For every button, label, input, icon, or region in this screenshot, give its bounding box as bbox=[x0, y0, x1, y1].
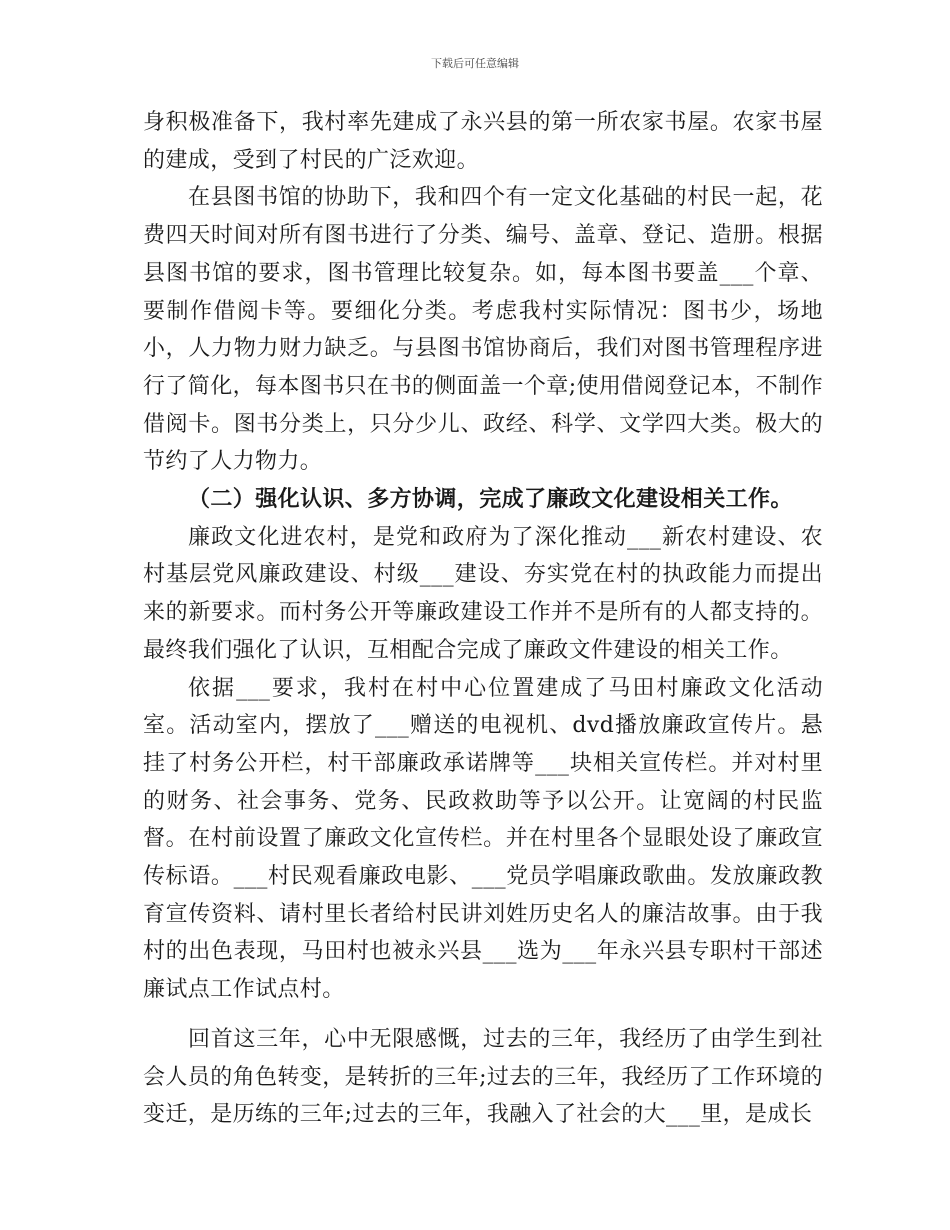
section-heading: （二）强化认识、多方协调，完成了廉政文化建设相关工作。 bbox=[188, 486, 793, 513]
page-header: 下载后可任意编辑 bbox=[431, 57, 519, 70]
paragraph-continuation: 身积极准备下，我村率先建成了永兴县的第一所农家书屋。农家书屋的建成，受到了村民的广泛欢迎。 bbox=[143, 110, 823, 173]
document-body bbox=[143, 104, 823, 1134]
paragraph-activity-room: 依据___要求，我村在村中心位置建成了马田村廉政文化活动室。活动室内，摆放了___赠送的电视机、dvd播放廉政宣传片。悬挂了村务公开栏，村干部廉政承诺牌等___块相关宣传栏。并对村里的财务、社会事务、党务、民政救助等予以公开。让宽阔的村民监督。在村前设置了廉政文化宣传栏。并在村里各个显眼处设了廉政宣传标语。___村民观看廉政电影、___党员学唱廉政歌曲。发放廉政教育宣传资料、请村里长者给村民讲刘姓历史名人的廉洁故事。由于我村的出色表现，马田村也被永兴县___选为___年永兴县专职村干部述廉试点工作试点村。 bbox=[143, 675, 823, 1003]
paragraph-reflection: 回首这三年，心中无限感慨，过去的三年，我经历了由学生到社会人员的角色转变，是转折的三年;过去的三年，我经历了工作环境的变迁，是历练的三年;过去的三年，我融入了社会的大___里，是成长 bbox=[143, 1026, 823, 1128]
paragraph-integrity-culture: 廉政文化进农村，是党和政府为了深化推动___新农村建设、农村基层党风廉政建设、村级___建设、夯实党在村的执政能力而提出来的新要求。而村务公开等廉政建设工作并不是所有的人都支持的。最终我们强化了认识，互相配合完成了廉政文件建设的相关工作。 bbox=[143, 524, 823, 663]
paragraph-library-classification: 在县图书馆的协助下，我和四个有一定文化基础的村民一起，花费四天时间对所有图书进行了分类、编号、盖章、登记、造册。根据县图书馆的要求，图书管理比较复杂。如，每本图书要盖___个章、要制作借阅卡等。要细化分类。考虑我村实际情况：图书少，场地小，人力物力财力缺乏。与县图书馆协商后，我们对图书管理程序进行了简化，每本图书只在书的侧面盖一个章;使用借阅登记本，不制作借阅卡。图书分类上，只分少儿、政经、科学、文学四大类。极大的节约了人力物力。 bbox=[143, 185, 823, 475]
